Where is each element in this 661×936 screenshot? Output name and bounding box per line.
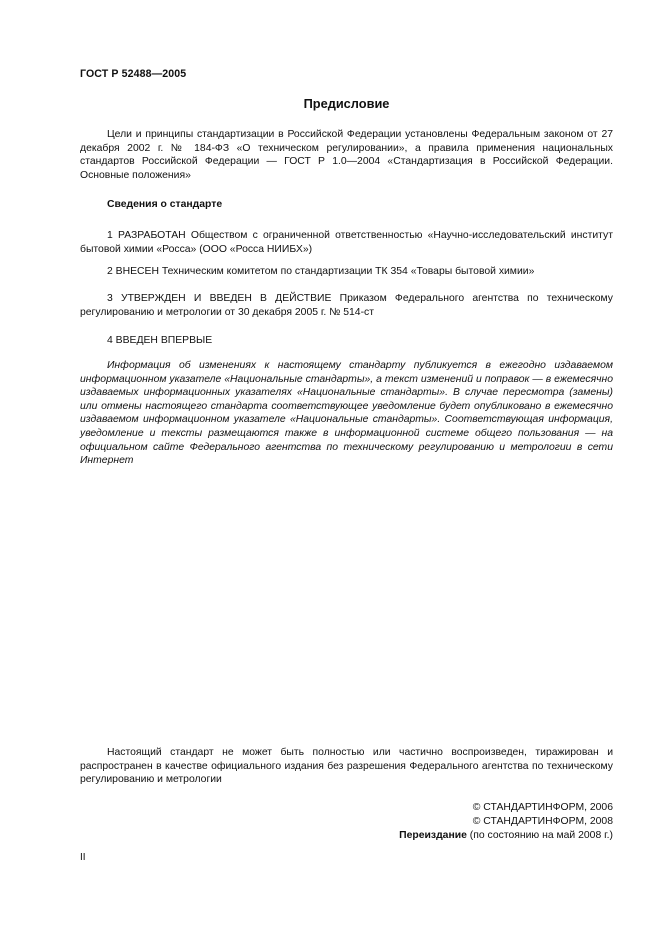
intro-paragraph: Цели и принципы стандартизации в Российской Федерации установлены Федеральным законом от 27 декабря 2002 г. № 184-ФЗ «О техническом регулировании», а правила применения национальных стандартов Российской Федерации — ГОСТ Р 1.0—2004 «Стандартизация в Российской Федерации. Основные положения» <box>80 129 613 181</box>
copyright-2006: © СТАНДАРТИНФОРМ, 2006 <box>472 802 613 813</box>
list-item-4: 4 ВВЕДЕН ВПЕРВЫЕ <box>107 335 213 346</box>
reissue-text: (по состоянию на май 2008 г.) <box>466 830 613 841</box>
reproduction-notice: Настоящий стандарт не может быть полностью или частично воспроизведен, тиражирован и распространен в качестве официального издания без разрешения Федерального агентства по техническому регулированию и метрологии <box>80 747 613 786</box>
list-item-1: 1 РАЗРАБОТАН Обществом с ограниченной ответственностью «Научно-исследовательский институт бытовой химии «Росса» (ООО «Росса НИИБХ») <box>80 230 613 255</box>
changes-info-paragraph: Информация об изменениях к настоящему стандарту публикуется в ежегодно издаваемом информационном указателе «Национальные стандарты», а текст изменений и поправок — в ежемесячно издаваемых информационных указателях «Национальные стандарты». В случае пересмотра (замены) или отмены настоящего стандарта соответствующее уведомление будет опубликовано в ежемесячно издаваемом информационном указателе «Национальные стандарты». Соответствующая информация, уведомление и тексты размещаются также в информационной системе общего пользования — на официальном сайте Федерального агентства по техническому регулированию и метрологии в сети Интернет <box>80 360 613 467</box>
list-item-3: 3 УТВЕРЖДЕН И ВВЕДЕН В ДЕЙСТВИЕ Приказом Федерального агентства по техническому регулированию и метрологии от 30 декабря 2005 г. № 514-ст <box>80 293 613 318</box>
page-title: Предисловие <box>303 96 390 111</box>
reissue-label: Переиздание <box>399 830 467 841</box>
page-number: II <box>80 852 86 863</box>
section-heading: Сведения о стандарте <box>107 199 223 210</box>
copyright-2008: © СТАНДАРТИНФОРМ, 2008 <box>472 816 613 827</box>
reissue-line <box>399 829 613 843</box>
document-id-header: ГОСТ Р 52488—2005 <box>80 68 187 80</box>
list-item-2: 2 ВНЕСЕН Техническим комитетом по стандартизации ТК 354 «Товары бытовой химии» <box>107 266 535 277</box>
